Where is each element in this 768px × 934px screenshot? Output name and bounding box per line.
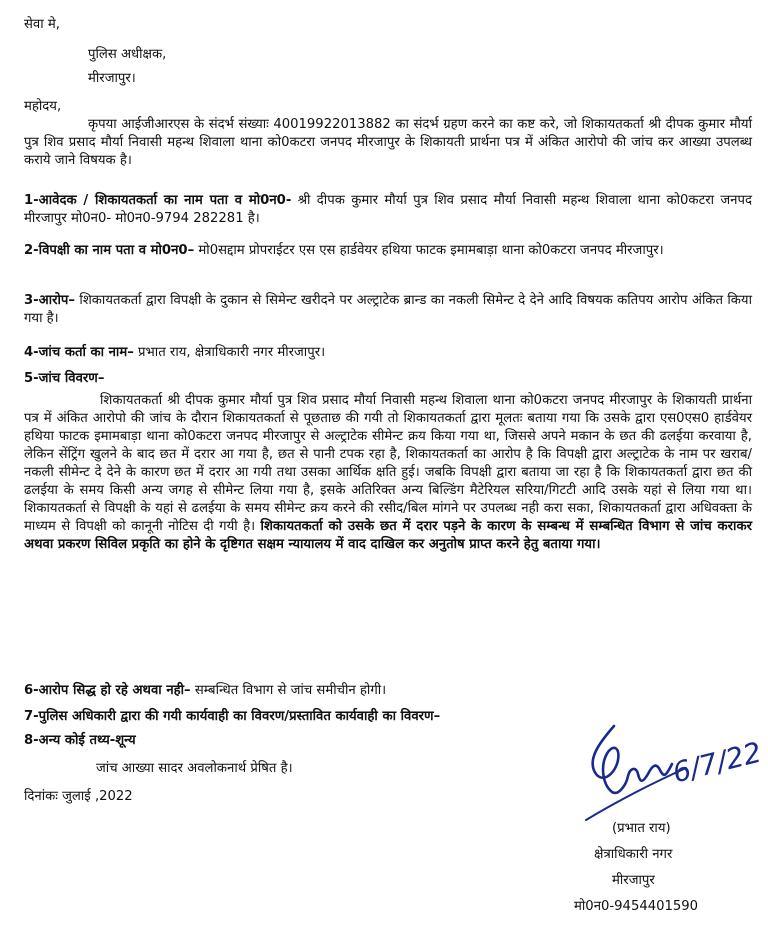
officer-phone: मो0न0-9454401590 xyxy=(574,899,699,914)
officer-name: (प्रभात राय) xyxy=(612,821,671,836)
signature xyxy=(556,712,765,832)
section-4-text: प्रभात राय, क्षेत्राधिकारी नगर मीरजापुर। xyxy=(138,345,326,360)
section-2 xyxy=(24,242,752,260)
officer-post: क्षेत्राधिकारी नगर xyxy=(594,847,673,862)
section-8-label: 8-अन्य कोई तथ्य-शून्य xyxy=(24,733,136,748)
closing-line: जांच आख्या सादर अवलोकनार्थ प्रेषित है। xyxy=(96,761,293,776)
section-6-label: 6-आरोप सिद्ध हो रहे अथवा नही– xyxy=(24,683,191,698)
officer-place: मीरजापुर xyxy=(612,873,655,888)
section-5-body xyxy=(24,392,752,554)
section-1-text: श्री दीपक कुमार मौर्या पुत्र शिव प्रसाद मौर्या निवासी महन्थ शिवाला थाना को0कटरा जनपद मीरजापुर मो0न0- मो0न0-9794 282281 है। xyxy=(24,193,752,226)
section-1-label: 1-आवेदक / शिकायतकर्ता का नाम पता व मो0न0- xyxy=(24,193,292,208)
section-3 xyxy=(24,292,752,328)
greeting: महोदय, xyxy=(24,99,62,114)
signature-date: 6/7/22 xyxy=(669,735,765,790)
section-3-label: 3-आरोप– xyxy=(24,293,76,308)
section-4-label: 4-जांच कर्ता का नाम– xyxy=(24,345,134,360)
date-line: दिनांकः जुलाई ,2022 xyxy=(24,789,133,804)
section-4 xyxy=(24,344,752,362)
section-2-label: 2-विपक्षी का नाम पता व मो0न0– xyxy=(24,243,195,258)
section-5-label: 5-जांच विवरण– xyxy=(24,371,105,386)
recipient-title: पुलिस अधीक्षक, xyxy=(88,47,167,62)
section-5-conclusion: शिकायतकर्ता को उसके छत में दरार पड़ने के कारण के सम्बन्ध में सम्बन्धित विभाग से जांच कराकर अथवा प्रकरण सिविल प्रकृति का होने के दृष्टिगत सक्षम न्यायालय में वाद दाखिल कर अनुतोष प्राप्त करने हेतु बताया गया। xyxy=(24,519,752,552)
section-6 xyxy=(24,682,752,700)
section-3-text: शिकायतकर्ता द्वारा विपक्षी के दुकान से सिमेन्ट खरीदने पर अल्ट्राटेक ब्रान्ड का नकली सिमेन्ट दे देने आदि विषयक कतिपय आरोप अंकित किया गया है। xyxy=(24,293,752,326)
section-5-text: शिकायतकर्ता श्री दीपक कुमार मौर्या पुत्र शिव प्रसाद मौर्या निवासी महन्थ शिवाला थाना को0कटरा जनपद मीरजापुर के शिकायती प्रार्थना पत्र में अंकित आरोपो की जांच के दौरान शिकायतकर्ता से पूछताछ की गयी तो शिकायतकर्ता द्वारा मूलतः बताया गया कि उसके द्वारा एस0एस0 हार्डवेयर हथिया फाटक इमामबाड़ा थाना को0कटरा जनपद मीरजापुर से अल्ट्राटेक सीमेन्ट क्रय किया गया था, जिससे अपने मकान के छत की ढलईया करवाया है, लेकिन सेंट्रिंग खुलने के बाद छत में दरार आ गया है, छत से पानी टपक रहा है, शिकायतकर्ता का आरोप है कि विपक्षी द्वारा अल्ट्राटेक के नाम पर खराब/नकली सीमेन्ट दे देने के कारण छत में दरार आ गयी तथा उसका आर्थिक क्षति हुई। जबकि विपक्षी द्वारा बताया जा रहा है कि शिकायतकर्ता द्वारा छत की ढलईया के समय किसी अन्य जगह से सीमेन्ट लिया गया है, इसके अतिरिक्त अन्य बिल्डिंग मैटेरियल सरिया/गिटटी आदि उसके यहां से लिया गया था। शिकायतकर्ता से विपक्षी के यहां से ढलईया के समय सीमेन्ट क्रय करने की रसीद/बिल मांगने पर उपलब्ध नही करा सका, शिकायतकर्ता द्वारा अधिवक्ता के माध्यम से विपक्षी को कानूनी नोटिस दी गयी है। xyxy=(24,393,752,534)
recipient-place: मीरजापुर। xyxy=(88,71,136,86)
section-1 xyxy=(24,192,752,228)
salutation: सेवा मे, xyxy=(24,17,60,32)
section-2-text: मो0सद्दाम प्रोपराईटर एस एस हार्डवेयर हथिया फाटक इमामबाड़ा थाना को0कटरा जनपद मीरजापुर। xyxy=(198,243,664,258)
intro-paragraph: कृपया आईजीआरएस के संदर्भ संख्याः 40019922013882 का संदर्भ ग्रहण करने का कष्ट करे, जो शिकायतकर्ता श्री दीपक कुमार मौर्या पुत्र शिव प्रसाद मौर्या निवासी महन्थ शिवाला थाना को0कटरा जनपद मीरजापुर के शिकायती प्रार्थना पत्र में अंकित आरोपो की जांच कर आख्या उपलब्ध कराये जाने विषयक है। xyxy=(24,117,752,168)
section-6-text: सम्बन्धित विभाग से जांच समीचीन होगी। xyxy=(194,683,387,698)
section-7-label: 7-पुलिस अधिकारी द्वारा की गयी कार्यवाही का विवरण/प्रस्तावित कार्यवाही का विवरण– xyxy=(24,709,441,724)
